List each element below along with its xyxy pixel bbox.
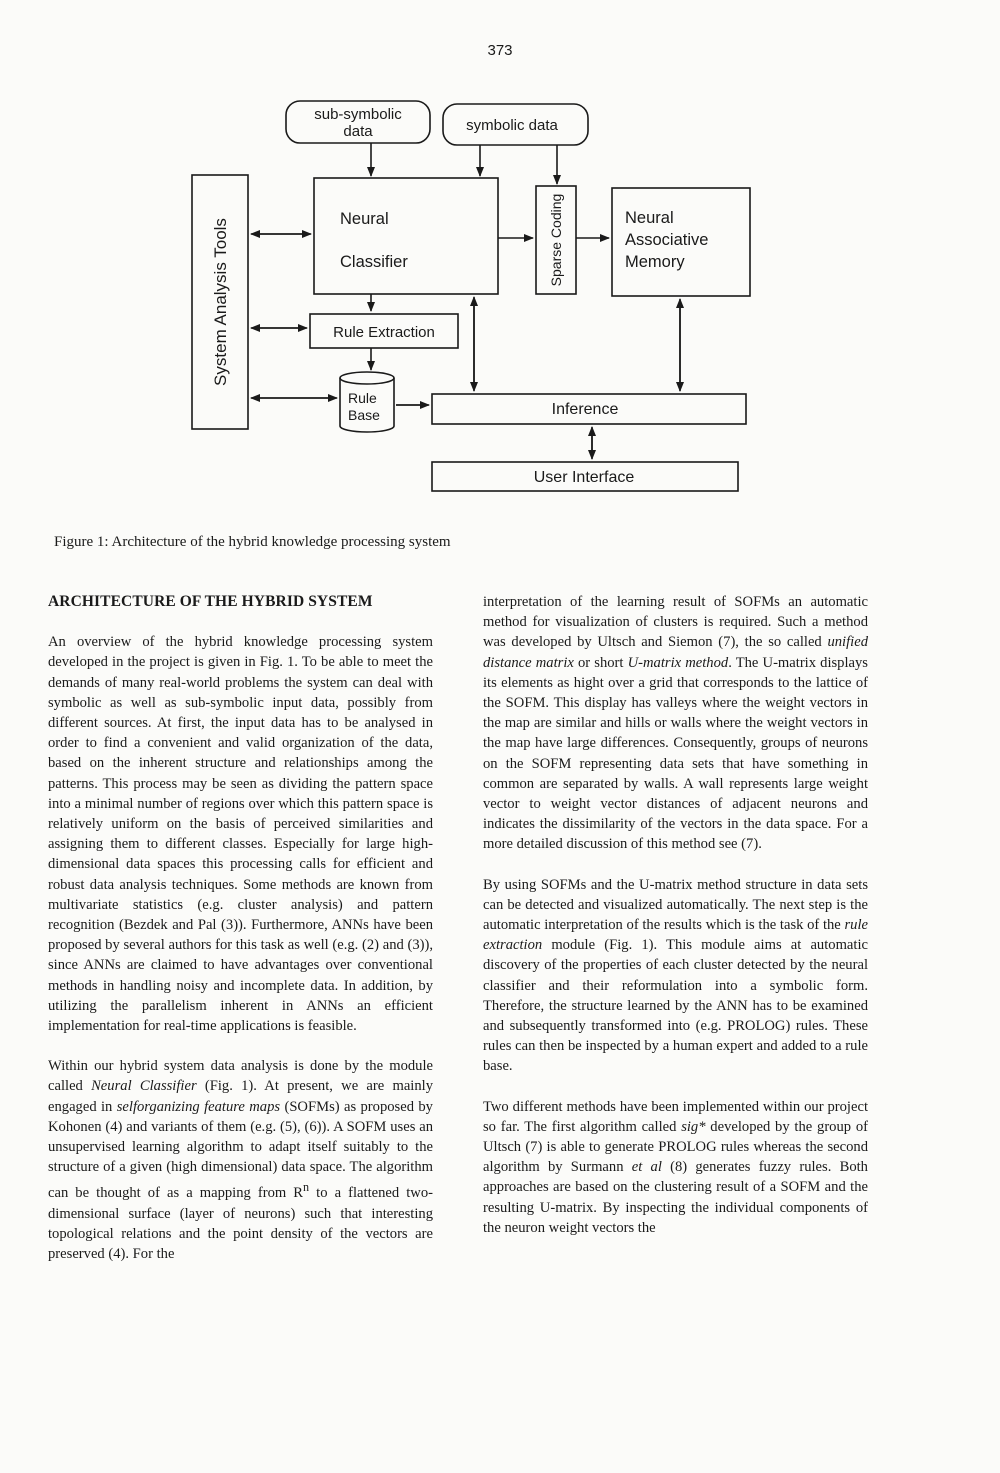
- user-interface-label: User Interface: [533, 469, 635, 486]
- neural-classifier-label: Neural: [340, 210, 389, 228]
- paragraph: interpretation of the learning result of SOFMs an automatic method for visualization of clusters is required. Such a method was developed by Ultsch and Siemon (7), the so called unified distance matrix or short U-matrix method. The U-matrix displays its elements as hight over a grid that corresponds to the lattice of the SOFM. This display has valleys where the weight vectors in the map are similar and hills or walls where the weight vectors in the map have large differences. Consequently, groups of neurons on the SOFM representing data sets that have something in common are separated by walls. A wall represents large weight vector to weight vector distances of adjacent neurons and indicates the dissimilarity of the vectors in the data space. For a more detailed discussion of this method see (7).: [483, 594, 868, 853]
- neural-classifier-label-line2: Classifier: [340, 253, 408, 271]
- paragraph: Within our hybrid system data analysis is done by the module called Neural Classifier (Fig. 1). At present, we are mainly engaged in selforganizing feature maps (SOFMs) as proposed by Kohonen (4) and variants of them (e.g. (5), (6)). A SOFM uses an unsupervised learning algorithm to adapt itself suitably to the structure of a given (high dimensional) data space. The algorithm can be thought of as a mapping from $R^n$ to a flattened two-dimensional surface (layer of neurons) such that interesting topological relations and the point density of the vectors are preserved (4). For the: [48, 1058, 433, 1262]
- left-column: [48, 592, 433, 1284]
- inference-label: Inference: [551, 401, 619, 418]
- paragraph: An overview of the hybrid knowledge processing system developed in the project is given in Fig. 1. To be able to meet the demands of many real-world problems the system can deal with symbolic as well as sub-symbolic input data, possibly from different sources. At first, the input data has to be analysed in order to find a convenient and valid organization of the data, based on the inherent structure and relationships among the patterns. This process may be seen as dividing the pattern space into a minimal number of regions over which this pattern space is relatively uniform on the basis of perceived similarities and assigning them to different classes. Especially for large high-dimensional data spaces this processing calls for efficient and robust data analysis techniques. Some methods are known from multivariate statistics (e.g. cluster analysis) and pattern recognition (Bezdek and Pal (3)). Furthermore, ANNs have been proposed by several authors for this task as well (e.g. (2) and (3)), since ANNs are claimed to have advantages over conventional methods in handling noisy and incomplete data. In addition, by utilizing the parallelism inherent in ANNs an efficient implementation for real-time applications is feasible.: [48, 634, 433, 1035]
- paragraph: By using SOFMs and the U-matrix method structure in data sets can be detected and visualized automatically. The next step is the automatic interpretation of the results which is the task of the rule extraction module (Fig. 1). This module aims at automatic discovery of the properties of each cluster detected by the neural classifier and their reformulation into a symbolic form. Therefore, the structure learned by the ANN has to be examined and subsequently transformed into (e.g. PROLOG) rules. These rules can then be inspected by a human expert and added to a rule base.: [483, 876, 868, 1075]
- rule-base-label-line2: Base: [348, 407, 380, 423]
- right-column: [483, 592, 868, 1258]
- memory-label-line3: Memory: [625, 253, 685, 271]
- page-number: 373: [487, 42, 513, 59]
- sub-symbolic-label: sub-symbolic: [314, 106, 402, 123]
- section-heading: ARCHITECTURE OF THE HYBRID SYSTEM: [48, 593, 373, 610]
- architecture-diagram: [0, 0, 1000, 530]
- memory-label-line2: Associative: [625, 231, 709, 249]
- memory-label-line1: Neural: [625, 209, 674, 227]
- paragraph: Two different methods have been implemented within our project so far. The first algorithm called sig* developed by the group of Ultsch (7) is able to generate PROLOG rules whereas the second algorithm by Surmann et al (8) generates fuzzy rules. Both approaches are based on the clustering result of a SOFM and the resulting U-matrix. By inspecting the individual components of the neuron weight vectors the: [483, 1098, 869, 1236]
- neural-classifier-box: [314, 178, 498, 294]
- sparse-coding-label: Sparse Coding: [548, 193, 564, 287]
- sub-symbolic-label-line2: data: [343, 123, 373, 140]
- rule-base-label-line1: Rule: [348, 390, 377, 406]
- symbolic-data-label: symbolic data: [466, 117, 558, 134]
- system-analysis-tools-label: System Analysis Tools: [211, 218, 230, 386]
- figure-caption: Figure 1: Architecture of the hybrid knowledge processing system: [54, 534, 451, 550]
- rule-extraction-label: Rule Extraction: [333, 324, 435, 341]
